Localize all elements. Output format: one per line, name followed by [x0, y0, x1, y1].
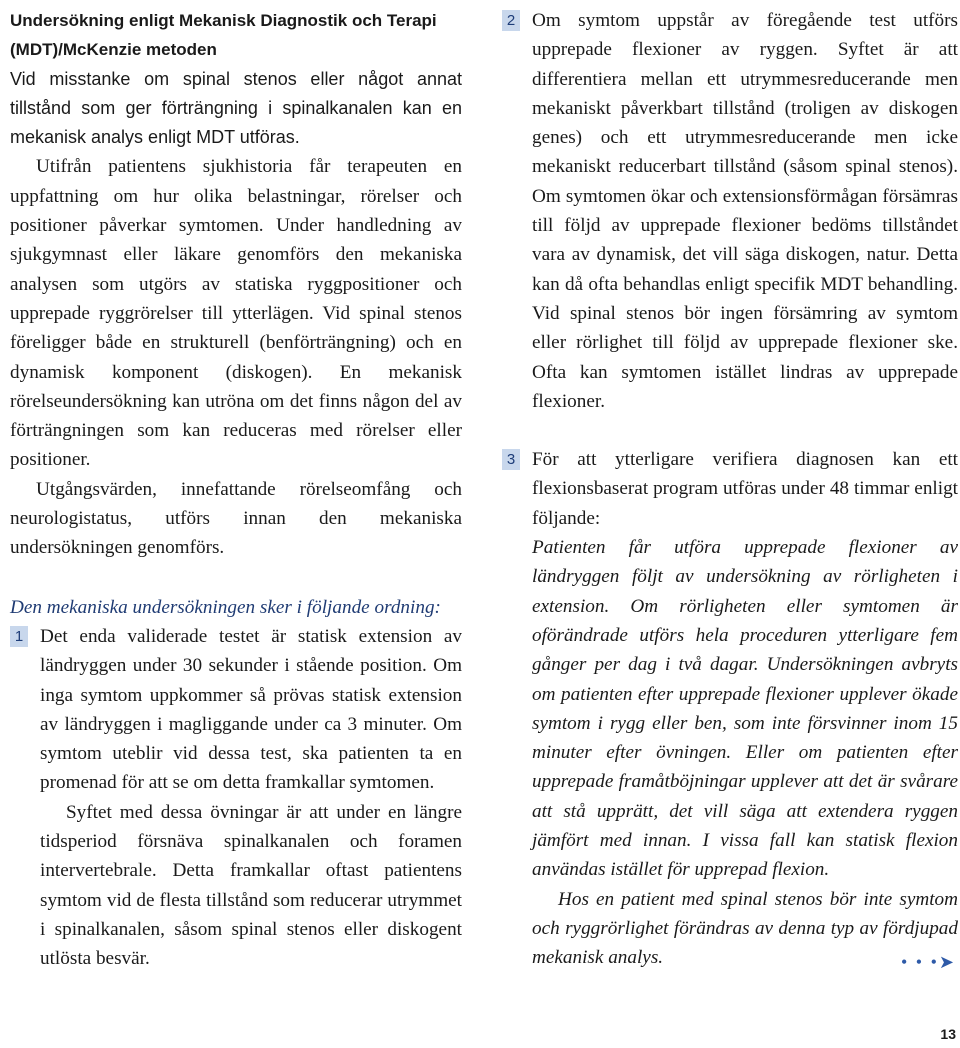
continue-arrow-icon: • • •➤: [901, 951, 956, 972]
numbered-item-2: [502, 6, 958, 416]
numbered-item-1: [10, 622, 462, 974]
italic-lead-in: Den mekaniska undersökningen sker i följande ordning:: [10, 596, 441, 618]
body-paragraph-1: Utifrån patientens sjukhistoria får terapeuten en uppfattning om hur olika belastningar, rörelser och positioner påverkar symtomen. Under handledning av sjukgymnast eller läkare genomförs den mekaniska analysen som utgörs av statiska ryggpositioner och upprepade ryggrörelser till ytterlägen. Vid spinal stenos föreligger både en strukturell (benförträngning) och en dynamisk komponent (diskogen). En mekanisk rörelseundersökning kan utröna om det finns någon del av förträngningen som kan reduceras med rörelser eller positioner.: [10, 156, 462, 471]
item-1-paragraph-1: Det enda validerade testet är statisk extension av ländryggen under 30 sekunder i stående position. Om inga symtom uppkommer så prövas statisk extension av ländryggen i magliggande under ca 3 minuter. Om symtom uteblir vid dessa test, ska patienten ta en promenad för att se om detta framkallar symtomen.: [40, 625, 462, 794]
body-paragraph-2: Utgångsvärden, innefattande rörelseomfång och neurologistatus, utförs innan den mekaniska undersökningen genomförs.: [10, 478, 462, 559]
item-3-paragraph-2: Patienten får utföra upprepade flexioner av ländryggen följt av undersökning av rörligheten i extension. Om rörligheten eller symtomen är oförändrade utförs hela proceduren ytterligare fem gånger per dag i två dagar. Undersökningen avbryts om patienten efter upprepade flexioner upplever ökade symtom i rygg eller ben, som inte försvinner inom 15 minuter efter övningen. Eller om patienten efter upprepade framåtböjningar upplever att det är svårare att stå upprätt, det vill säga att extendera ryggen jämfört med innan. I vissa fall kan statisk flexion användas istället för upprepad flexion.: [532, 537, 958, 881]
spacer: [502, 416, 958, 445]
left-column: [10, 6, 462, 974]
item-2-paragraph-1: Om symtom uppstår av föregående test utförs upprepade flexioner av ryggen. Syftet är att differentiera mellan ett utrymmesreducerande men mekaniskt påverkbart tillstånd (troligen av diskogen genes) och ett utrymmesreducerande men icke mekaniskt reducerbart tillstånd (såsom spinal stenos). Om symtomen ökar och extensionsförmågan försämras till följd av upprepade flexioner bedöms tillståndet vara av dynamisk, det vill säga diskogen, natur. Detta kan då ofta behandlas enligt specifik MDT behandling. Vid spinal stenos bör ingen försämring av symtom eller rörlighet till följd av upprepade flexioner ske. Ofta kan symtomen istället lindras av upprepade flexioner.: [532, 10, 958, 412]
right-column: [502, 6, 958, 973]
numbered-item-3: [502, 445, 958, 972]
item-1-paragraph-2: Syftet med dessa övningar är att under en längre tidsperiod försnäva spinalkanalen och foramen intervertebrale. Detta framkallar oftast patientens symtom vid de flesta tillstånd som reducerar utrymmet i spinalkanalen, såsom spinal stenos eller diskogent utlösta besvär.: [40, 801, 462, 970]
section-heading-line2: (MDT)/McKenzie metoden: [10, 40, 217, 60]
intro-paragraph: Vid misstanke om spinal stenos eller något annat tillstånd som ger förträngning i spinalkanalen kan en mekanisk analys enligt MDT utföras.: [10, 68, 462, 148]
item-number-badge: 1: [10, 626, 28, 647]
item-3-paragraph-1: För att ytterligare verifiera diagnosen kan ett flexionsbaserat program utföras under 48 timmar enligt följande:: [532, 449, 958, 529]
page-number: 13: [940, 1026, 956, 1042]
section-heading-line1: Undersökning enligt Mekanisk Diagnostik och Terapi: [10, 11, 437, 30]
item-number-badge: 2: [502, 10, 520, 31]
item-3-paragraph-3: Hos en patient med spinal stenos bör inte symtom och ryggrörlighet förändras av denna typ av fördjupad mekanisk analys.: [532, 888, 958, 969]
item-number-badge: 3: [502, 449, 520, 470]
